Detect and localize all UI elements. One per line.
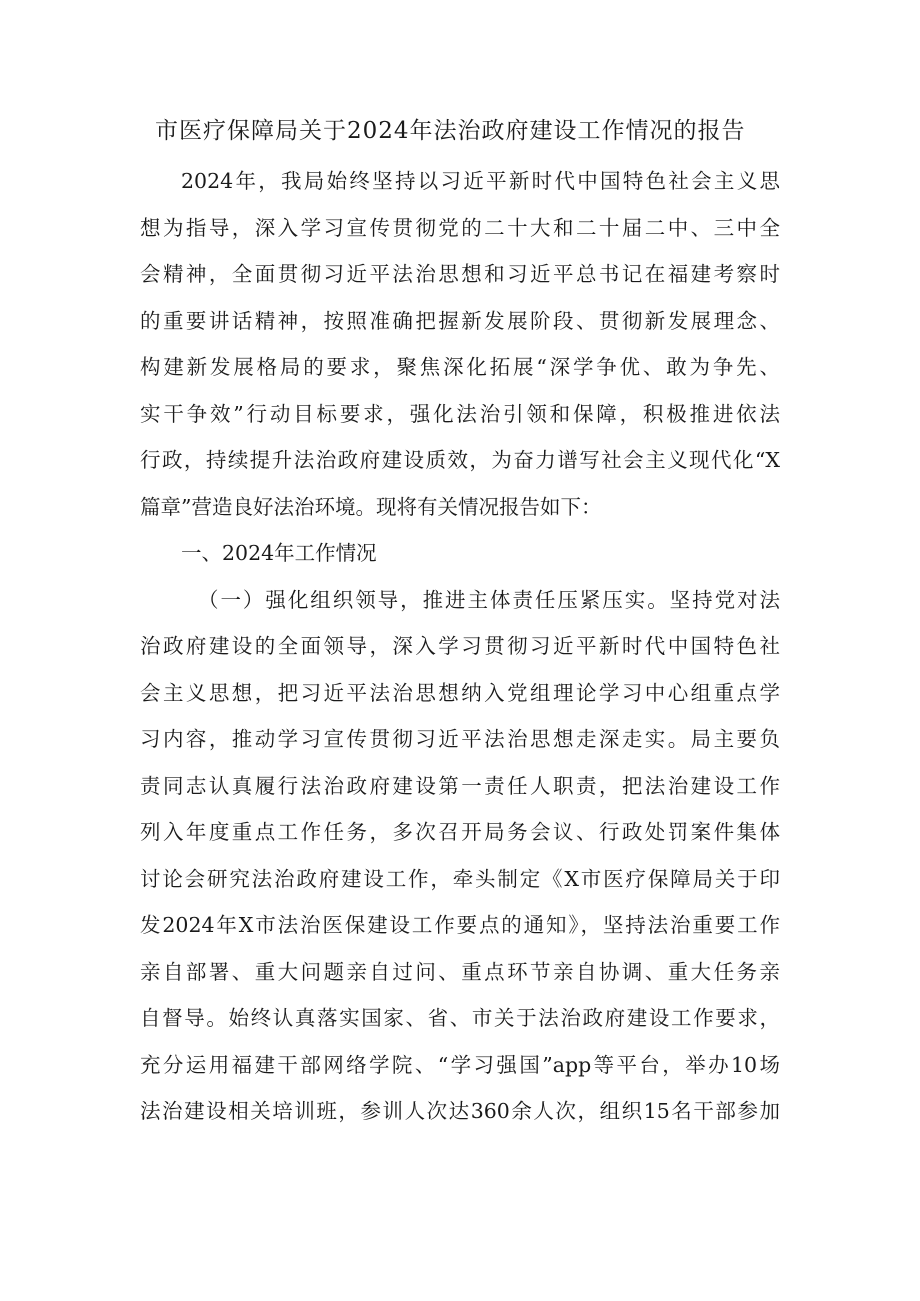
paragraph-line: 亲自部署、重大问题亲自过问、重点环节亲自协调、重大任务亲 (140, 959, 780, 984)
paragraph-line: 讨论会研究法治政府建设工作，牵头制定《X市医疗保障局关于印 (140, 866, 780, 891)
document-title: 市医疗保障局关于2024年法治政府建设工作情况的报告 (155, 118, 746, 144)
section-heading: 一、2024年工作情况 (181, 541, 377, 565)
paragraph-line: 充分运用福建干部网络学院、“学习强国”app等平台，举办10场 (140, 1052, 780, 1077)
paragraph-line: 想为指导，深入学习宣传贯彻党的二十大和二十届二中、三中全 (140, 215, 780, 240)
paragraph-line: 自督导。始终认真落实国家、省、市关于法治政府建设工作要求， (140, 1006, 780, 1030)
paragraph-line: 习内容，推动学习宣传贯彻习近平法治思想走深走实。局主要负 (140, 727, 780, 751)
paragraph-line: 构建新发展格局的要求，聚焦深化拓展“深学争优、敢为争先、 (140, 355, 780, 379)
paragraph-line: 实干争效”行动目标要求，强化法治引领和保障，积极推进依法 (140, 401, 780, 426)
paragraph-line: 列入年度重点工作任务，多次召开局务会议、行政处罚案件集体 (140, 820, 780, 844)
paragraph-line: 会精神，全面贯彻习近平法治思想和习近平总书记在福建考察时 (140, 262, 780, 286)
paragraph-line: 2024年，我局始终坚持以习近平新时代中国特色社会主义思 (181, 169, 780, 193)
paragraph-line: （一）强化组织领导，推进主体责任压紧压实。坚持党对法 (198, 587, 780, 612)
paragraph-line: 发2024年X市法治医保建设工作要点的通知》，坚持法治重要工作 (140, 913, 780, 937)
paragraph-line: 法治建设相关培训班，参训人次达360余人次，组织15名干部参加 (140, 1099, 780, 1123)
document-body (140, 158, 780, 1135)
paragraph-line: 责同志认真履行法治政府建设第一责任人职责，把法治建设工作 (140, 773, 780, 798)
paragraph-line: 行政，持续提升法治政府建设质效，为奋力谱写社会主义现代化“X (140, 448, 780, 472)
paragraph-line: 篇章”营造良好法治环境。现将有关情况报告如下： (140, 494, 602, 519)
paragraph-line: 的重要讲话精神，按照准确把握新发展阶段、贯彻新发展理念、 (140, 308, 780, 333)
paragraph-line: 会主义思想，把习近平法治思想纳入党组理论学习中心组重点学 (140, 680, 780, 705)
paragraph-line: 治政府建设的全面领导，深入学习贯彻习近平新时代中国特色社 (140, 634, 780, 658)
